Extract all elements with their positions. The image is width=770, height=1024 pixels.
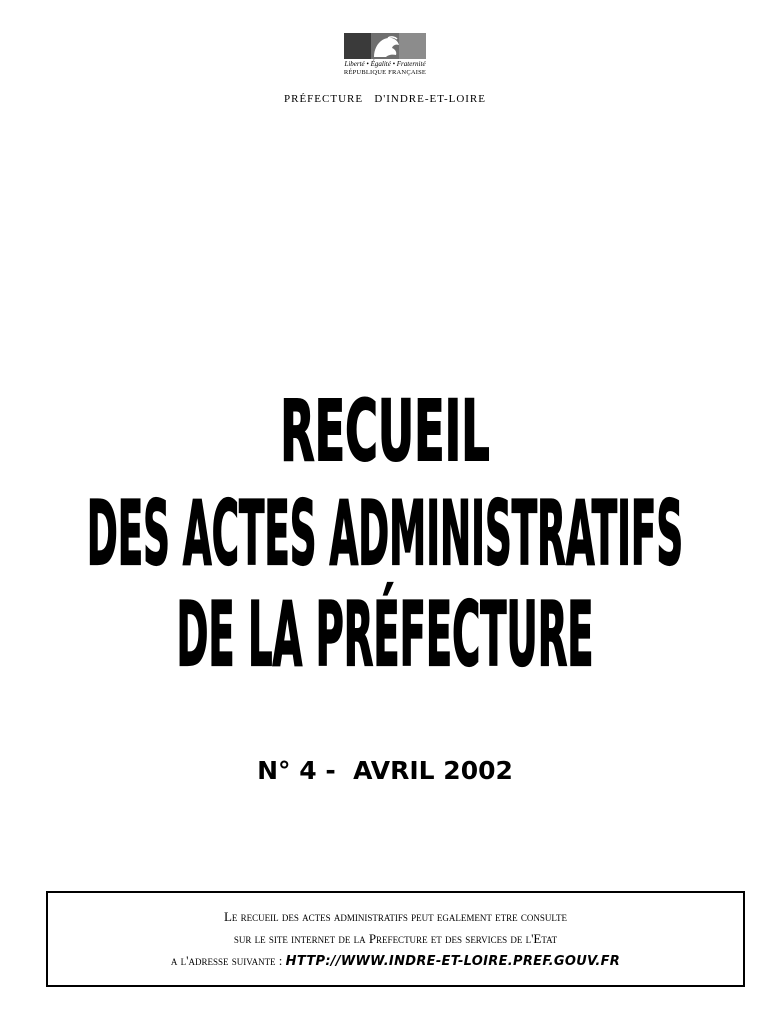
title-line-actes: DES ACTES ADMINISTRATIFS [86,481,684,585]
prefecture-name: PRÉFECTURE D'INDRE-ET-LOIRE [284,93,486,105]
republique-francaise-logo [330,33,440,83]
document-title [0,370,770,700]
marianne-logo-icon [344,33,426,59]
notice-line-2: sur le site internet de la Prefecture et des services de l'Etat [233,931,558,946]
issue-number: N° 4 - AVRIL 2002 [257,756,513,785]
notice-line-3 [48,953,743,969]
notice-address-prefix: a l'adresse suivante : [170,953,283,968]
logo-motto: Liberté • Égalité • Fraternité [344,60,426,68]
prefecture-website-link[interactable]: HTTP://WWW.INDRE-ET-LOIRE.PREF.GOUV.FR [285,954,621,969]
website-notice-box [46,891,745,987]
title-line-recueil: RECUEIL [280,382,490,480]
title-line-prefecture: DE LA PRÉFECTURE [176,584,594,688]
logo-republic-label: RÉPUBLIQUE FRANÇAISE [343,69,427,76]
notice-line-1: Le recueil des actes administratifs peut egalement etre consulte [223,909,568,924]
